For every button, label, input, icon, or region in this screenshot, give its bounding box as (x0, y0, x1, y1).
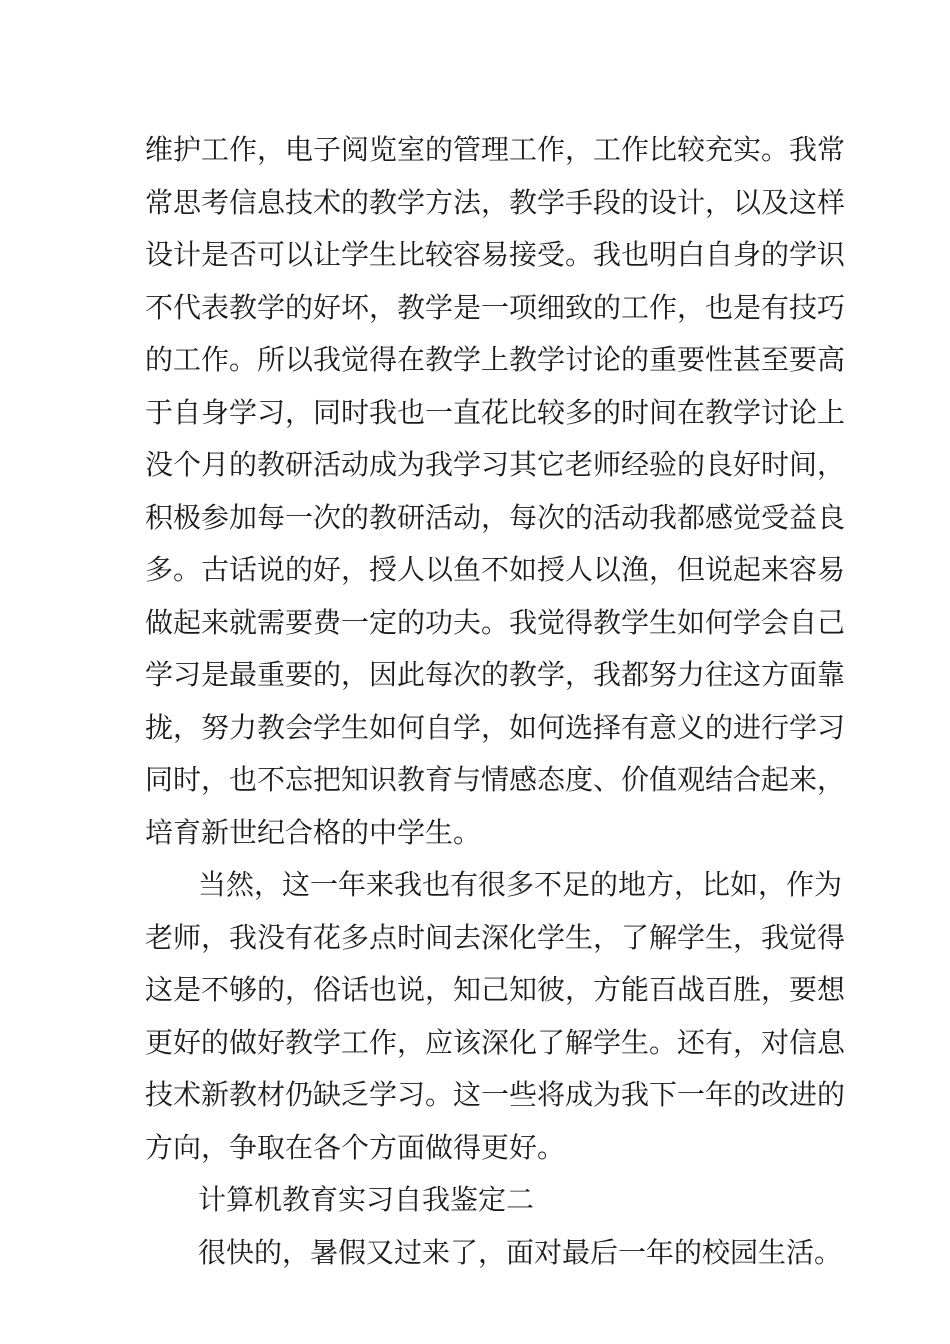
text-line: 技术新教材仍缺乏学习。这一些将成为我下一年的改进的 (145, 1078, 846, 1111)
text-line: 于自身学习，同时我也一直花比较多的时间在教学讨论上 (145, 395, 846, 429)
text-line: 积极参加每一次的教研活动，每次的活动我都感觉受益良 (145, 500, 846, 534)
section-heading: 计算机教育实习自我鉴定二 (198, 1183, 535, 1216)
text-line: 没个月的教研活动成为我学习其它老师经验的良好时间， (145, 448, 846, 481)
paragraph-1 (145, 124, 846, 859)
paragraph-2 (145, 859, 846, 1174)
text-line: 学习是最重要的，因此每次的教学，我都努力往这方面靠 (145, 658, 846, 691)
text-line: 当然，这一年来我也有很多不足的地方，比如，作为 (198, 868, 843, 901)
text-line: 做起来就需要费一定的功夫。我觉得教学生如何学会自己 (145, 605, 846, 639)
text-line: 这是不够的，俗话也说，知己知彼，方能百战百胜，要想 (145, 973, 846, 1006)
text-line: 方向，争取在各个方面做得更好。 (145, 1130, 566, 1164)
text-line: 老师，我没有花多点时间去深化学生，了解学生，我觉得 (145, 920, 846, 954)
text-line: 维护工作，电子阅览室的管理工作，工作比较充实。我常 (145, 133, 846, 166)
text-line: 拢，努力教会学生如何自学，如何选择有意义的进行学习 (145, 710, 846, 744)
document-body (145, 124, 846, 1279)
text-line: 的工作。所以我觉得在教学上教学讨论的重要性甚至要高 (145, 343, 846, 376)
text-line: 更好的做好教学工作，应该深化了解学生。还有，对信息 (145, 1025, 846, 1059)
text-line: 设计是否可以让学生比较容易接受。我也明白自身的学识 (145, 238, 846, 271)
text-line: 不代表教学的好坏，教学是一项细致的工作，也是有技巧 (145, 290, 846, 324)
text-line: 常思考信息技术的教学方法，教学手段的设计，以及这样 (145, 185, 846, 219)
text-line: 多。古话说的好，授人以鱼不如授人以渔，但说起来容易 (145, 553, 846, 586)
text-line: 培育新世纪合格的中学生。 (145, 815, 482, 849)
paragraph-3 (145, 1227, 843, 1280)
text-line: 很快的，暑假又过来了，面对最后一年的校园生活。 (198, 1235, 843, 1269)
text-line: 同时，也不忘把知识教育与情感态度、价值观结合起来， (145, 763, 846, 796)
